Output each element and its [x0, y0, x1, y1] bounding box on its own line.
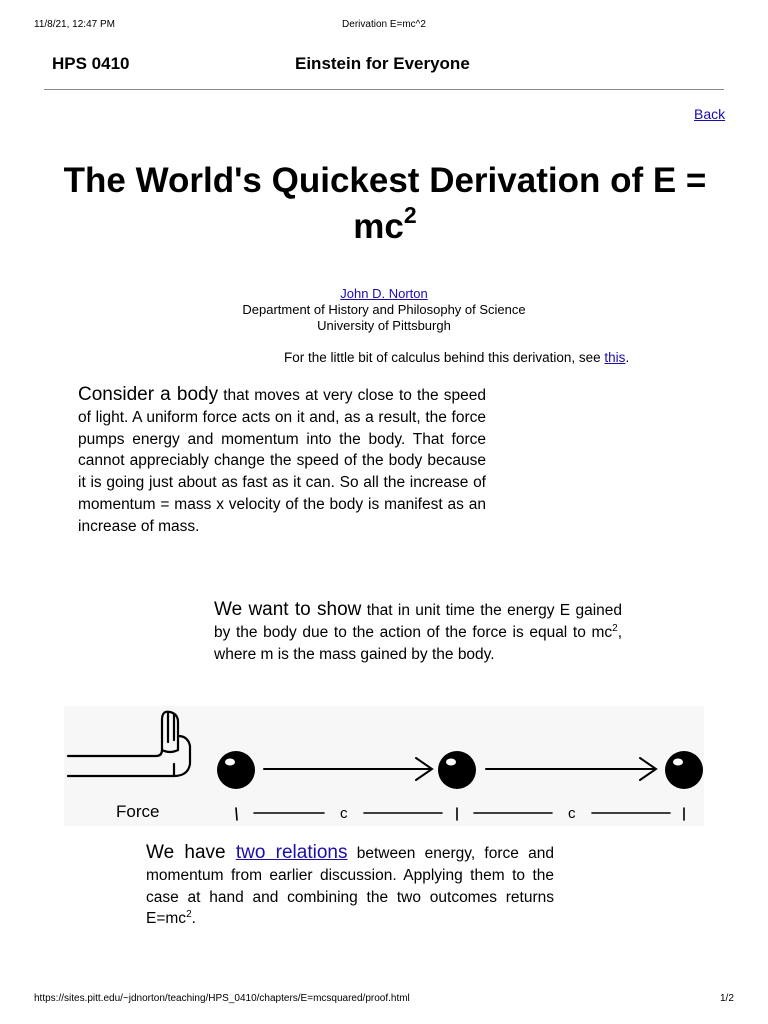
distance-scale [236, 808, 684, 820]
print-url: https://sites.pitt.edu/~jdnorton/teaching/HPS_0410/chapters/E=mcsquared/proof.html [34, 993, 410, 1004]
title-exponent: 2 [403, 202, 417, 228]
force-diagram-svg [64, 706, 704, 826]
paragraph-text-end: . [191, 910, 196, 928]
body-ball [438, 751, 476, 789]
back-link[interactable]: Back [694, 106, 726, 122]
print-doc-title: Derivation E=mc^2 [342, 19, 426, 30]
paragraph-text-end: , where m is the mass gained by the body. [214, 623, 622, 663]
force-diagram [64, 706, 704, 826]
paragraph-text: that moves at very close to the speed of light. A uniform force acts on it and, as a result, the force pumps energy and momentum into the body. That force cannot appreciably change the speed of the body because it is going just about as fast as it can. So all the increase of momentum = mass x velocity of the body is manifest as an increase of mass. [78, 387, 486, 535]
author-block [0, 286, 768, 334]
page-number: 1/2 [720, 993, 734, 1004]
distance-label-c: c [568, 805, 576, 822]
exponent: 2 [612, 622, 618, 634]
velocity-arrow [264, 758, 432, 780]
fist-illustration [68, 712, 190, 776]
calculus-link[interactable]: this [604, 350, 626, 365]
paragraph-lead: Consider a body [78, 384, 219, 405]
page-title-line2: mc [353, 207, 404, 246]
course-name: Einstein for Everyone [295, 54, 470, 73]
body-ball [217, 751, 255, 789]
paragraph-lead: We have [146, 842, 236, 863]
paragraph-text: between energy, force and momentum from earlier discussion. Applying them to the case at hand and combining the two outcomes returns E=mc [146, 845, 554, 928]
calculus-note-text: For the little bit of calculus behind this derivation, see [284, 350, 605, 365]
distance-label-c: c [340, 805, 348, 822]
course-code: HPS 0410 [52, 54, 130, 73]
header-divider [44, 89, 724, 90]
print-datetime: 11/8/21, 12:47 PM [34, 19, 115, 30]
paragraph-two-relations [146, 842, 554, 930]
paragraph-want-to-show [214, 599, 622, 665]
page-title-line1: The World's Quickest Derivation of E = [63, 161, 707, 200]
page-title [40, 158, 730, 250]
paragraph-consider-body [78, 384, 486, 538]
author-university: University of Pittsburgh [317, 318, 451, 333]
paragraph-text: that in unit time the energy E gained by the body due to the action of the force is equal to mc [214, 602, 623, 641]
author-department: Department of History and Philosophy of Science [242, 302, 526, 317]
author-link[interactable]: John D. Norton [340, 286, 428, 301]
paragraph-lead: We want to show [214, 599, 362, 620]
velocity-arrow [486, 758, 656, 780]
calculus-note-end: . [625, 350, 630, 365]
calculus-note [284, 350, 629, 365]
two-relations-link[interactable]: two relations [235, 842, 348, 863]
exponent: 2 [186, 909, 192, 921]
force-label: Force [116, 802, 160, 821]
body-ball [665, 751, 703, 789]
